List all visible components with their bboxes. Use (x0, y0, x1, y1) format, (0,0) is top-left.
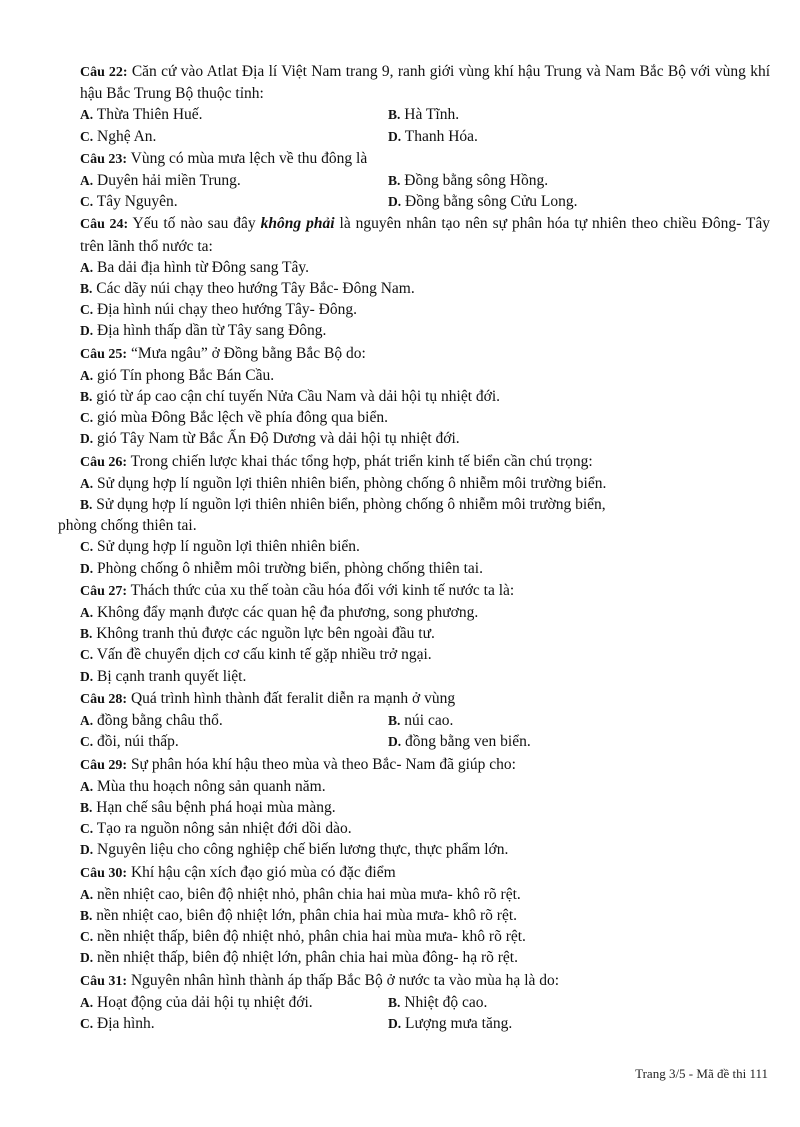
option-text: nền nhiệt thấp, biên độ nhiệt lớn, phân chia hai mùa đông- hạ rõ rệt. (97, 949, 518, 967)
answer-options (80, 257, 770, 342)
option-text: Vấn đề chuyển dịch cơ cấu kinh tế gặp nhiều trở ngại. (96, 646, 432, 664)
option-row (80, 731, 770, 752)
question-block (80, 148, 770, 213)
question-number: Câu 26: (80, 454, 128, 470)
answer-option (80, 278, 770, 299)
question-block (80, 213, 770, 341)
option-text: Hà Tĩnh. (404, 106, 460, 124)
option-text: Hạn chế sâu bệnh phá hoại mùa màng. (96, 798, 336, 816)
question-stem (80, 580, 770, 602)
option-text: gió Tín phong Bắc Bán Cầu. (97, 366, 275, 384)
question-number: Câu 22: (80, 65, 128, 80)
option-text: Địa hình núi chạy theo hướng Tây- Đông. (97, 301, 357, 319)
answer-option (80, 536, 770, 557)
answer-option (80, 407, 770, 428)
answer-option (388, 191, 696, 212)
answer-option (80, 818, 770, 839)
option-text: Mùa thu hoạch nông sản quanh năm. (97, 777, 326, 795)
option-label: A. (80, 173, 94, 189)
answer-option (80, 257, 770, 278)
question-text: Vùng có mùa mưa lệch về thu đông là (130, 149, 368, 167)
answer-option (388, 104, 696, 125)
answer-option (80, 776, 770, 797)
option-text: nền nhiệt cao, biên độ nhiệt lớn, phân chia hai mùa mưa- khô rõ rệt. (96, 906, 518, 924)
option-label: D. (388, 194, 402, 210)
question-block (80, 688, 770, 753)
question-number: Câu 29: (80, 757, 128, 773)
question-stem (80, 451, 770, 473)
question-text: Trong chiến lược khai thác tổng hợp, phát triển kinh tế biển cần chú trọng: (130, 452, 593, 470)
option-label: D. (80, 560, 94, 576)
page-footer: Trang 3/5 - Mã đề thi 111 (635, 1066, 768, 1081)
option-label: D. (80, 323, 94, 339)
answer-option (388, 731, 696, 752)
question-number: Câu 28: (80, 691, 128, 707)
answer-option (80, 623, 770, 644)
question-block (80, 970, 770, 1035)
option-row (80, 710, 770, 731)
question-stem (80, 343, 770, 365)
option-label: B. (388, 713, 401, 729)
option-text: Địa hình thấp dần từ Tây sang Đông. (97, 322, 327, 340)
option-label: B. (80, 907, 93, 923)
answer-option (388, 170, 696, 191)
option-text: Nghệ An. (97, 127, 157, 145)
option-text: Bị cạnh tranh quyết liệt. (97, 667, 247, 685)
answer-options (80, 884, 770, 969)
option-label: A. (80, 605, 94, 621)
question-stem (80, 213, 770, 256)
answer-options (80, 365, 770, 450)
option-label: D. (80, 842, 94, 858)
option-text: Phòng chống ô nhiễm môi trường biển, phòng chống thiên tai. (97, 559, 483, 577)
question-number: Câu 24: (80, 217, 129, 233)
option-text: Các dãy núi chạy theo hướng Tây Bắc- Đông Nam. (96, 280, 415, 298)
option-label: B. (388, 994, 401, 1010)
option-row (80, 126, 770, 147)
question-stem (80, 754, 770, 776)
option-label: C. (80, 734, 94, 750)
option-text: Không đẩy mạnh được các quan hệ đa phương, song phương. (97, 604, 479, 622)
option-label: C. (80, 410, 94, 426)
option-label: A. (80, 778, 94, 794)
answer-option (80, 320, 770, 341)
option-label: C. (80, 128, 94, 144)
answer-option (58, 494, 770, 536)
option-text: Tạo ra nguồn nông sản nhiệt đới dồi dào. (96, 820, 352, 838)
option-text: Địa hình. (97, 1014, 155, 1032)
option-text: nền nhiệt cao, biên độ nhiệt nhỏ, phân chia hai mùa mưa- khô rõ rệt. (97, 885, 521, 903)
option-text: nền nhiệt thấp, biên độ nhiệt nhỏ, phân chia hai mùa mưa- khô rõ rệt. (97, 928, 526, 946)
answer-option (80, 710, 388, 731)
option-text: Duyên hải miền Trung. (97, 172, 241, 190)
option-text: gió mùa Đông Bắc lệch về phía đông qua biển. (97, 409, 388, 427)
option-text: Thanh Hóa. (404, 127, 478, 145)
answer-option (80, 926, 770, 947)
question-block (80, 580, 770, 687)
question-stem (80, 148, 770, 170)
question-stem (80, 688, 770, 710)
option-text: Sử dụng hợp lí nguồn lợi thiên nhiên biển, phòng chống ô nhiễm môi trường biển. (97, 474, 607, 492)
option-label: B. (80, 626, 93, 642)
option-row (80, 170, 770, 191)
answer-options (58, 473, 770, 579)
question-stem (80, 862, 770, 884)
answer-options (80, 104, 770, 146)
option-row (80, 992, 770, 1013)
question-text: Thách thức của xu thế toàn cầu hóa đối với kinh tế nước ta là: (130, 581, 515, 599)
option-text: đồng bằng châu thổ. (97, 712, 223, 730)
option-text: đồng bằng ven biển. (405, 733, 531, 751)
option-label: C. (80, 821, 94, 837)
question-emphasis: không phải (260, 215, 335, 233)
option-text-continued: phòng chống thiên tai. (58, 517, 197, 535)
answer-option (80, 731, 388, 752)
option-text: Không tranh thủ được các nguồn lực bên ngoài đầu tư. (96, 625, 435, 643)
answer-option (80, 884, 770, 905)
answer-option (80, 104, 388, 125)
answer-option (80, 992, 388, 1013)
answer-option (80, 386, 770, 407)
question-number: Câu 25: (80, 346, 128, 362)
answer-option (388, 992, 696, 1013)
option-label: B. (80, 281, 93, 297)
answer-option (80, 644, 770, 665)
option-label: A. (80, 713, 94, 729)
option-label: A. (80, 994, 94, 1010)
option-text: Tây Nguyên. (96, 193, 178, 211)
answer-option (80, 666, 770, 687)
answer-option (80, 473, 770, 494)
option-label: A. (80, 886, 94, 902)
answer-option (80, 191, 388, 212)
option-label: D. (80, 950, 94, 966)
question-text: Quá trình hình thành đất feralit diễn ra mạnh ở vùng (130, 689, 456, 707)
question-text: Căn cứ vào Atlat Địa lí Việt Nam trang 9, ranh giới vùng khí hậu Trung và Nam Bắc Bộ với vùng khí hậu Bắc Trung Bộ thuộc tỉnh: (80, 63, 771, 103)
question-stem (80, 970, 770, 992)
option-label: D. (80, 668, 94, 684)
option-label: C. (80, 929, 94, 945)
answer-option (80, 947, 770, 968)
answer-options (80, 992, 770, 1034)
option-label: D. (388, 734, 402, 750)
option-row (80, 191, 770, 212)
question-text: Yếu tố nào sau đây (132, 215, 256, 233)
option-label: C. (80, 647, 94, 663)
option-text: Đồng bằng sông Hồng. (404, 172, 549, 190)
option-label: B. (388, 173, 401, 189)
answer-option (80, 558, 770, 579)
option-label: A. (80, 475, 94, 491)
answer-option (80, 839, 770, 860)
option-label: C. (80, 194, 94, 210)
question-block (80, 754, 770, 861)
question-text: “Mưa ngâu” ở Đồng bằng Bắc Bộ do: (130, 344, 366, 362)
answer-option (388, 710, 696, 731)
option-text: Sử dụng hợp lí nguồn lợi thiên nhiên biển. (97, 538, 360, 556)
option-text: gió từ áp cao cận chí tuyến Nửa Cầu Nam và dải hội tụ nhiệt đới. (96, 388, 501, 406)
answer-option (80, 602, 770, 623)
option-label: C. (80, 302, 94, 318)
option-label: B. (388, 107, 401, 123)
question-number: Câu 27: (80, 583, 128, 599)
option-label: C. (80, 1015, 94, 1031)
option-text: Nhiệt độ cao. (404, 993, 488, 1011)
answer-option (80, 797, 770, 818)
answer-option (80, 905, 770, 926)
answer-option (388, 1013, 696, 1034)
option-label: A. (80, 259, 94, 275)
answer-options (80, 776, 770, 861)
option-row (80, 104, 770, 125)
question-number: Câu 23: (80, 151, 128, 167)
answer-option (80, 428, 770, 449)
option-label: A. (80, 107, 94, 123)
answer-option (80, 299, 770, 320)
question-block (80, 343, 770, 450)
answer-option (80, 126, 388, 147)
question-block (58, 451, 770, 579)
question-text: Khí hậu cận xích đạo gió mùa có đặc điểm (130, 863, 396, 881)
option-label: B. (80, 799, 93, 815)
option-label: B. (80, 497, 93, 513)
question-list (58, 61, 771, 1034)
option-text: đồi, núi thấp. (97, 733, 179, 751)
answer-options (80, 602, 770, 687)
option-text: Sử dụng hợp lí nguồn lợi thiên nhiên biển, phòng chống ô nhiễm môi trường biển, (96, 496, 606, 514)
question-number: Câu 30: (80, 865, 128, 881)
option-label: D. (388, 1015, 402, 1031)
question-text-rest: là nguyên nhân tạo nên sự phân hóa tự nhiên theo chiều Đông- Tây trên lãnh thổ nước ta: (80, 215, 771, 255)
question-text: Nguyên nhân hình thành áp thấp Bắc Bộ ở nước ta vào mùa hạ là do: (130, 971, 560, 989)
answer-option (80, 170, 388, 191)
option-text: gió Tây Nam từ Bắc Ấn Độ Dương và dải hội tụ nhiệt đới. (97, 430, 460, 448)
option-label: B. (80, 389, 93, 405)
option-label: C. (80, 539, 94, 555)
question-block (80, 862, 770, 969)
question-block (80, 61, 770, 147)
question-stem (80, 61, 770, 104)
question-text: Sự phân hóa khí hậu theo mùa và theo Bắc- Nam đã giúp cho: (130, 755, 516, 773)
option-text: Đồng bằng sông Cửu Long. (405, 193, 578, 211)
option-text: Lượng mưa tăng. (405, 1014, 513, 1032)
answer-option (80, 365, 770, 386)
answer-options (80, 170, 770, 212)
option-label: A. (80, 367, 94, 383)
option-row (80, 1013, 770, 1034)
option-text: Hoạt động của dải hội tụ nhiệt đới. (97, 993, 313, 1011)
answer-option (388, 126, 696, 147)
option-text: Thừa Thiên Huế. (96, 106, 203, 124)
option-text: Nguyên liệu cho công nghiệp chế biến lương thực, thực phẩm lớn. (97, 841, 509, 859)
answer-option (80, 1013, 388, 1034)
option-label: D. (388, 128, 402, 144)
option-label: D. (80, 431, 94, 447)
answer-options (80, 710, 770, 752)
option-text: Ba dải địa hình từ Đông sang Tây. (97, 258, 310, 276)
option-text: núi cao. (404, 712, 454, 730)
question-number: Câu 31: (80, 973, 128, 989)
